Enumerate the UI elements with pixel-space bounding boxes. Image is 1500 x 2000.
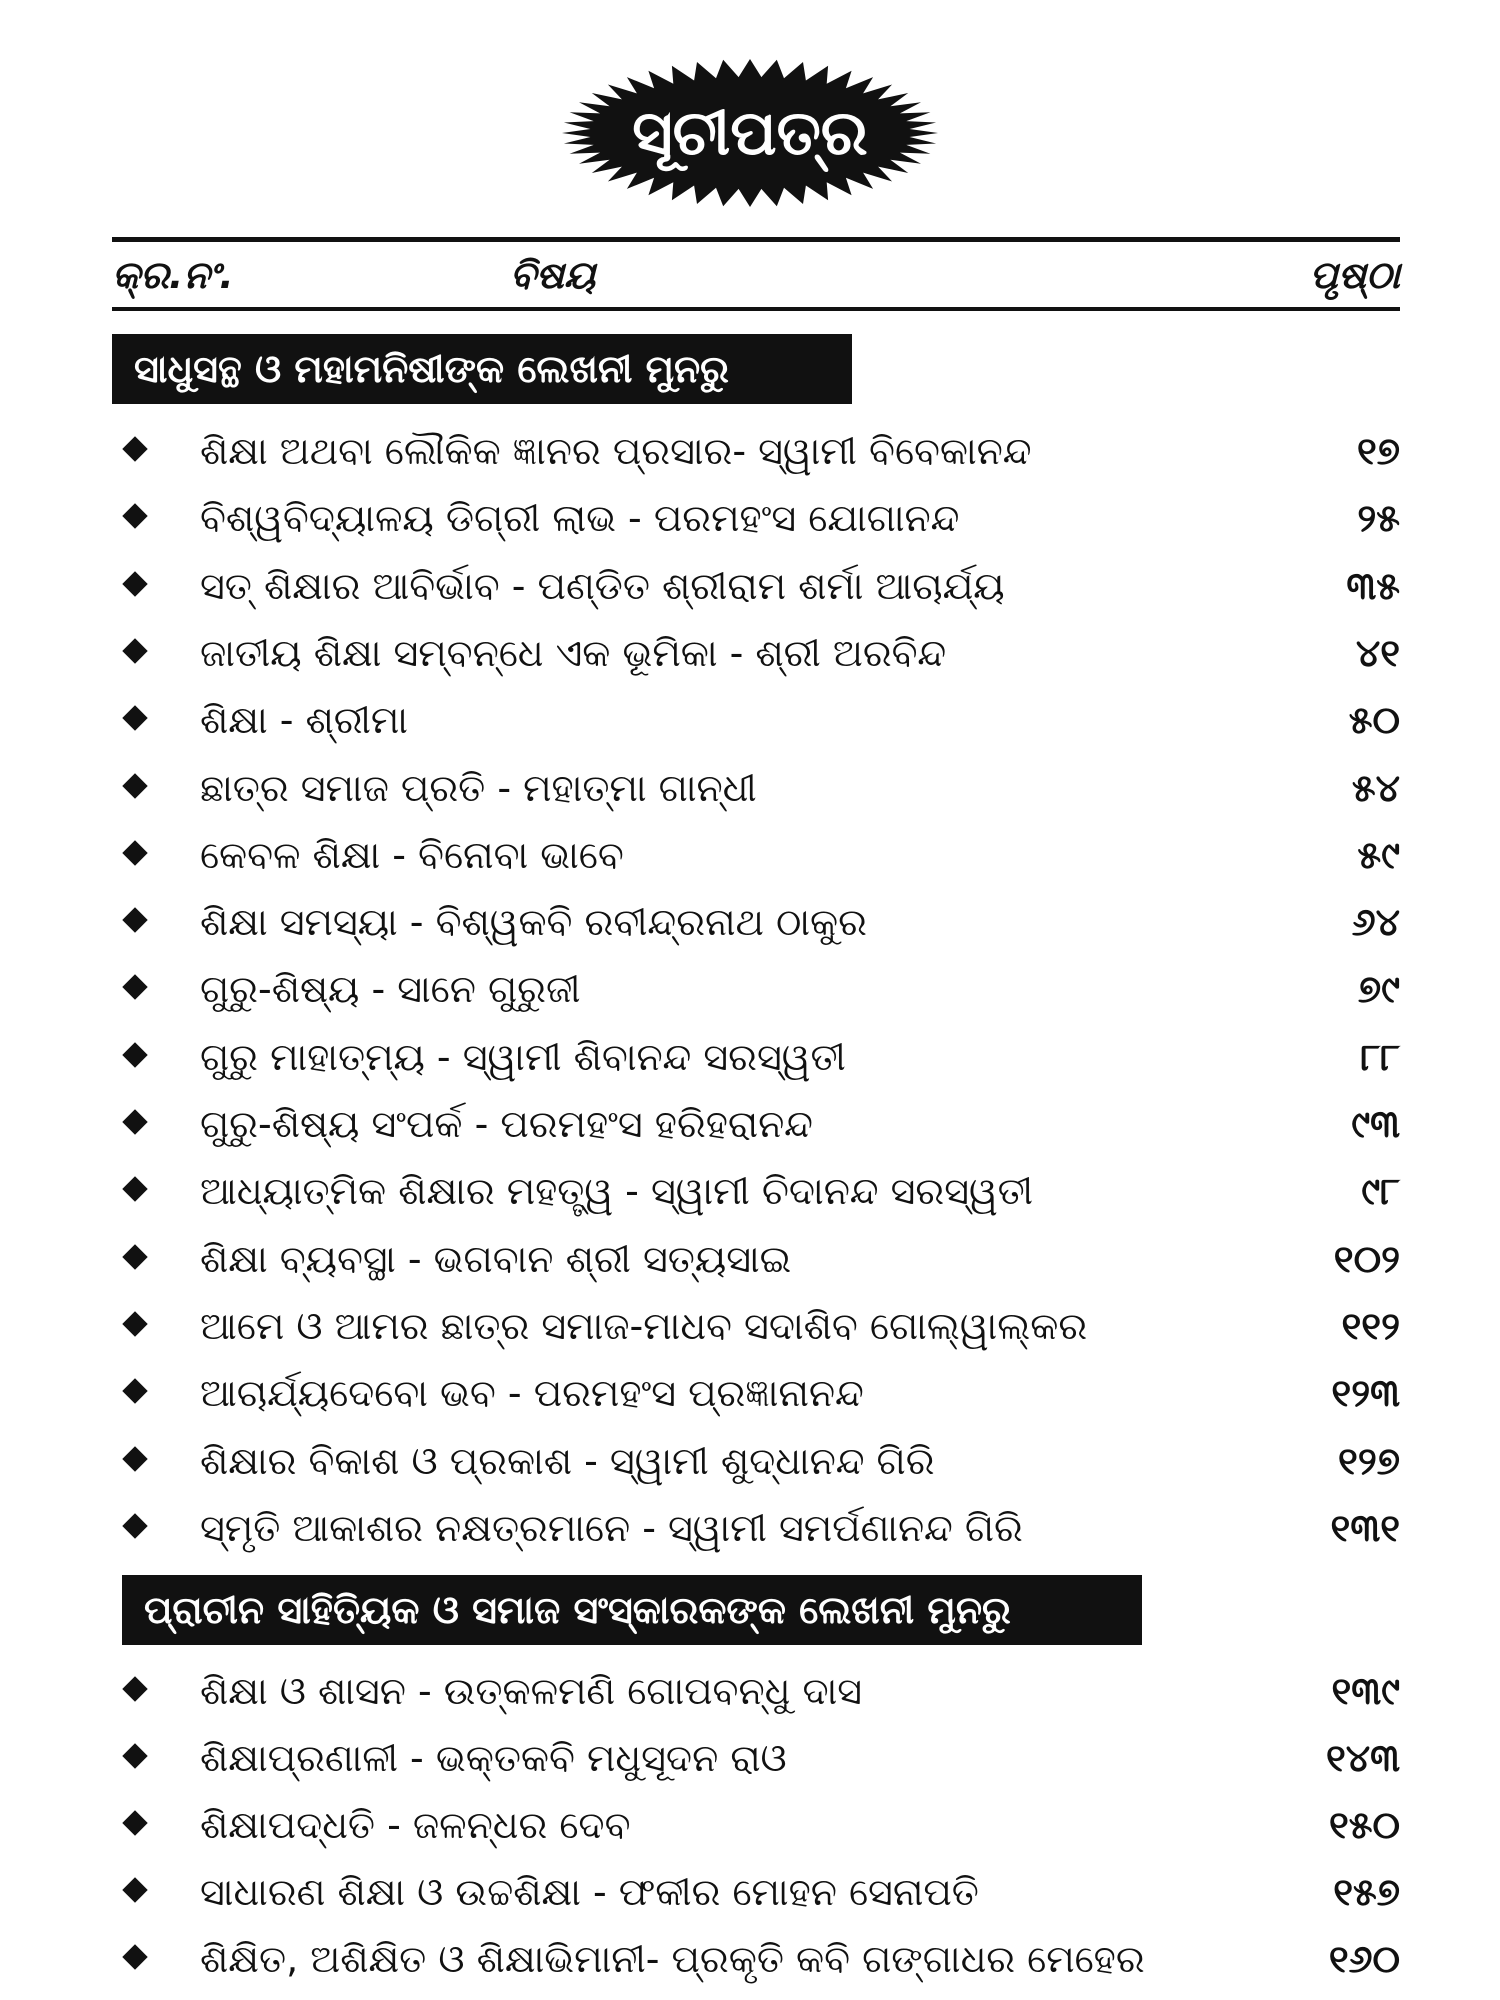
diamond-bullet-icon — [122, 1244, 147, 1269]
entry-title: ଶିକ୍ଷାପ୍ରଣାଳୀ - ଭକ୍ତକବି ମଧୁସୂଦନ ରାଓ — [200, 1736, 787, 1780]
entry-page-number: ୯୩ — [1351, 1102, 1400, 1146]
diamond-bullet-icon — [122, 1378, 147, 1403]
entry-title: ଗୁରୁ-ଶିଷ୍ୟ ସଂପର୍କ - ପରମହଂସ ହରିହରାନନ୍ଦ — [200, 1102, 813, 1146]
diamond-bullet-icon — [122, 1743, 147, 1768]
diamond-bullet-icon — [122, 1042, 147, 1067]
toc-entry — [0, 1660, 1500, 1722]
toc-entry — [0, 1727, 1500, 1789]
diamond-bullet-icon — [122, 436, 147, 461]
column-header-subject: ବିଷୟ — [510, 253, 596, 297]
entry-title: ଶିକ୍ଷା ଓ ଶାସନ - ଉତ୍କଳମଣି ଗୋପବନ୍ଧୁ ଦାସ — [200, 1669, 863, 1713]
entry-title: ଆମେ ଓ ଆମର ଛାତ୍ର ସମାଜ-ମାଧବ ସଦାଶିବ ଗୋଲ୍‌ୱାଲ୍‌କର — [200, 1303, 1088, 1348]
diamond-bullet-icon — [122, 1676, 147, 1701]
toc-entry — [0, 420, 1500, 482]
entry-title: ଜାତୀୟ ଶିକ୍ଷା ସମ୍ବନ୍ଧେ ଏକ ଭୂମିକା - ଶ୍ରୀ ଅରବିନ୍ଦ — [200, 630, 947, 675]
diamond-bullet-icon — [122, 1446, 147, 1471]
toc-entry — [0, 1497, 1500, 1559]
entry-page-number: ୭୯ — [1357, 967, 1400, 1012]
entry-title: ଛାତ୍ର ସମାଜ ପ୍ରତି - ମହାତ୍ମା ଗାନ୍ଧୀ — [200, 765, 757, 810]
diamond-bullet-icon — [122, 1109, 147, 1134]
entry-page-number: ୧୬୦ — [1328, 1937, 1400, 1981]
entry-page-number: ୧୨୭ — [1338, 1438, 1400, 1483]
toc-entry — [0, 1228, 1500, 1290]
toc-entry — [0, 1160, 1500, 1222]
toc-entry — [0, 1295, 1500, 1357]
entry-page-number: ୧୫୦ — [1328, 1803, 1400, 1847]
entry-title: ଶିକ୍ଷା ବ୍ୟବସ୍ଥା - ଭଗବାନ ଶ୍ରୀ ସତ୍ୟସାଇ — [200, 1236, 792, 1281]
diamond-bullet-icon — [122, 773, 147, 798]
entry-page-number: ୬୪ — [1351, 900, 1400, 945]
entry-page-number: ୧୫୭ — [1333, 1870, 1400, 1914]
toc-entry — [0, 757, 1500, 819]
toc-entry — [0, 487, 1500, 549]
section-heading-2: ପ୍ରାଚୀନ ସାହିତ୍ୟିକ ଓ ସମାଜ ସଂସ୍କାରକଙ୍କ ଲେଖନୀ ମୁନରୁ — [122, 1575, 1142, 1645]
diamond-bullet-icon — [122, 638, 147, 663]
toc-entry — [0, 1093, 1500, 1155]
toc-entry — [0, 622, 1500, 684]
entry-title: ଶିକ୍ଷାର ବିକାଶ ଓ ପ୍ରକାଶ - ସ୍ୱାମୀ ଶୁଦ୍ଧାନନ୍ଦ ଗିରି — [200, 1438, 935, 1483]
diamond-bullet-icon — [122, 840, 147, 865]
entry-title: ଆଚାର୍ଯ୍ୟଦେବୋ ଭବ - ପରମହଂସ ପ୍ରଜ୍ଞାନାନନ୍ଦ — [200, 1371, 864, 1416]
entry-page-number: ୫୪ — [1351, 765, 1400, 810]
diamond-bullet-icon — [122, 1177, 147, 1202]
entry-title: ଆଧ୍ୟାତ୍ମିକ ଶିକ୍ଷାର ମହତ୍ତ୍ୱ - ସ୍ୱାମୀ ଚିଦାନନ୍ଦ ସରସ୍ୱତୀ — [200, 1169, 1034, 1214]
entry-title: ଗୁରୁ-ଶିଷ୍ୟ - ସାନେ ଗୁରୁଜୀ — [200, 967, 581, 1012]
entry-title: ସତ୍ ଶିକ୍ଷାର ଆବିର୍ଭାବ - ପଣ୍ଡିତ ଶ୍ରୀରାମ ଶର୍ମା ଆଚାର୍ଯ୍ୟ — [200, 563, 1005, 608]
diamond-bullet-icon — [122, 504, 147, 529]
entry-page-number: ୧୩୯ — [1331, 1669, 1400, 1713]
section-heading-1: ସାଧୁସନ୍ଥ ଓ ମହାମନିଷୀଙ୍କ ଲେଖନୀ ମୁନରୁ — [112, 334, 852, 404]
page-title: ସୂଚୀପତ୍ର — [632, 96, 868, 169]
entry-title: ଶିକ୍ଷାପଦ୍ଧତି - ଜଳନ୍ଧର ଦେବ — [200, 1803, 631, 1847]
toc-entry — [0, 555, 1500, 617]
column-header-page: ପୃଷ୍ଠା — [1309, 253, 1400, 297]
entry-page-number: ୮୮ — [1360, 1034, 1400, 1079]
entry-page-number: ୧୭ — [1356, 429, 1400, 473]
entry-title: ବିଶ୍ୱବିଦ୍ୟାଳୟ ଡିଗ୍ରୀ ଲାଭ - ପରମହଂସ ଯୋଗାନନ୍ଦ — [200, 496, 960, 541]
entry-page-number: ୫୦ — [1348, 698, 1400, 743]
entry-title: ସ୍ମୃତି ଆକାଶର ନକ୍ଷତ୍ରମାନେ - ସ୍ୱାମୀ ସମର୍ପଣାନନ୍ଦ ଗିରି — [200, 1505, 1023, 1550]
entry-page-number: ୧୩୧ — [1330, 1505, 1400, 1550]
toc-entry — [0, 1362, 1500, 1424]
entry-title: ଶିକ୍ଷା ଅଥବା ଲୌକିକ ଜ୍ଞାନର ପ୍ରସାର- ସ୍ୱାମୀ ବିବେକାନନ୍ଦ — [200, 429, 1032, 473]
diamond-bullet-icon — [122, 1513, 147, 1538]
diamond-bullet-icon — [122, 1877, 147, 1902]
entry-page-number: ୪୧ — [1355, 630, 1400, 675]
toc-entry — [0, 891, 1500, 953]
toc-entry — [0, 1861, 1500, 1923]
header-top-rule — [112, 237, 1400, 242]
diamond-bullet-icon — [122, 571, 147, 596]
entry-page-number: ୫୯ — [1357, 832, 1400, 877]
diamond-bullet-icon — [122, 1810, 147, 1835]
entry-title: ଗୁରୁ ମାହାତ୍ମ୍ୟ - ସ୍ୱାମୀ ଶିବାନନ୍ଦ ସରସ୍ୱତୀ — [200, 1034, 846, 1079]
entry-title: ଶିକ୍ଷା ସମସ୍ୟା - ବିଶ୍ୱକବି ରବୀନ୍ଦ୍ରନାଥ ଠାକୁର — [200, 900, 867, 945]
diamond-bullet-icon — [122, 705, 147, 730]
entry-page-number: ୩୫ — [1346, 563, 1400, 608]
entry-page-number: ୨୫ — [1357, 496, 1400, 541]
entry-title: ସାଧାରଣ ଶିକ୍ଷା ଓ ଉଚ୍ଚଶିକ୍ଷା - ଫକୀର ମୋହନ ସେନାପତି — [200, 1870, 979, 1914]
toc-entry — [0, 1430, 1500, 1492]
entry-page-number: ୧୦୨ — [1333, 1236, 1400, 1281]
entry-title: ଶିକ୍ଷିତ, ଅଶିକ୍ଷିତ ଓ ଶିକ୍ଷାଭିମାନୀ- ପ୍ରକୃତି କବି ଗଙ୍ଗାଧର ମେହେର — [200, 1937, 1145, 1981]
diamond-bullet-icon — [122, 1944, 147, 1969]
toc-entry — [0, 1928, 1500, 1990]
diamond-bullet-icon — [122, 975, 147, 1000]
diamond-bullet-icon — [122, 907, 147, 932]
entry-page-number: ୧୪୩ — [1325, 1736, 1400, 1780]
toc-entry — [0, 1794, 1500, 1856]
column-header-serial: କ୍ର.ନଂ. — [112, 253, 234, 297]
diamond-bullet-icon — [122, 1311, 147, 1336]
entry-title: ଶିକ୍ଷା - ଶ୍ରୀମା — [200, 698, 408, 743]
toc-entry — [0, 824, 1500, 886]
title-badge — [560, 58, 940, 208]
entry-page-number: ୯୮ — [1361, 1169, 1400, 1214]
entry-title: କେବଳ ଶିକ୍ଷା - ବିନୋବା ଭାବେ — [200, 832, 624, 877]
toc-entry — [0, 1026, 1500, 1088]
toc-entry — [0, 689, 1500, 751]
entry-page-number: ୧୨୩ — [1331, 1371, 1400, 1416]
toc-entry — [0, 958, 1500, 1020]
entry-page-number: ୧୧୨ — [1341, 1303, 1400, 1348]
header-bottom-rule — [112, 307, 1400, 311]
